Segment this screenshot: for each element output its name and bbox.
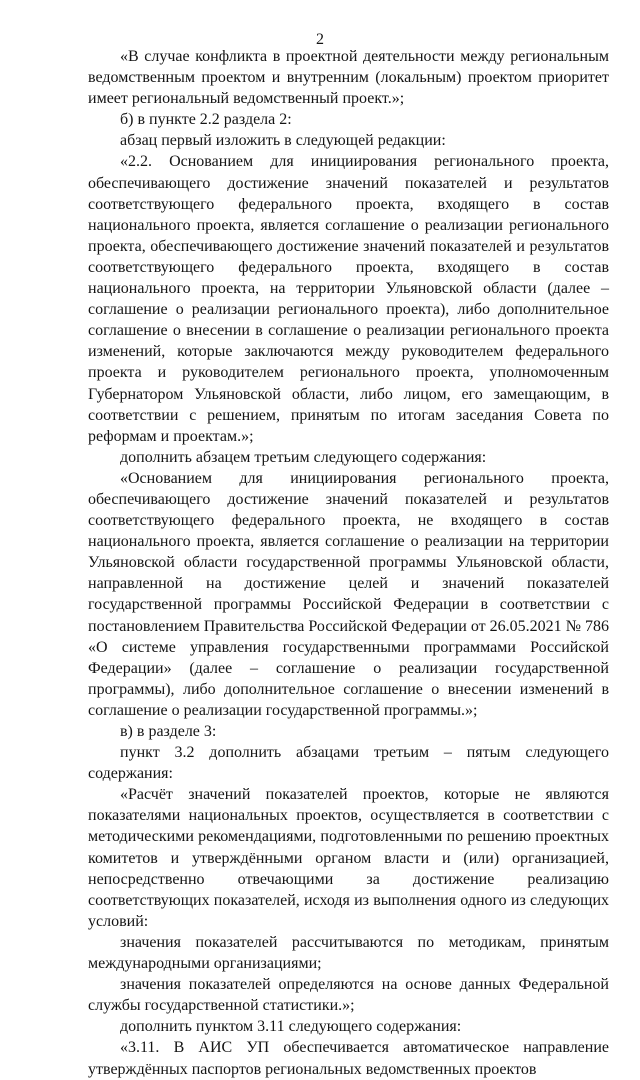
paragraph: дополнить пунктом 3.11 следующего содержания: xyxy=(120,1018,462,1036)
paragraph: в) в разделе 3: xyxy=(120,723,217,740)
paragraph: значения показателей определяются на основе данных Федеральной службы государственной статистики.»; xyxy=(88,976,609,1015)
document-body xyxy=(88,46,609,1080)
paragraph: «3.11. В АИС УП обеспечивается автоматическое направление утверждённых паспортов региональных ведомственных проектов xyxy=(88,1039,609,1078)
paragraph: «Расчёт значений показателей проектов, которые не являются показателями национальных проектов, осуществляется в соответствии с методическими рекомендациями, подготовленными по решению проектных комитетов и утверждёнными органом власти и (или) организацией, непосредственно отвечающими за достижение реализацию соответствующих показателей, исходя из выполнения одного из следующих условий: xyxy=(88,786,609,930)
paragraph: значения показателей рассчитываются по методикам, принятым международными организациями; xyxy=(88,933,609,973)
paragraph: «2.2. Основанием для инициирования регионального проекта, обеспечивающего достижение значений показателей и результатов соответствующего федерального проекта, входящего в состав национального проекта, является соглашение о реализации регионального проекта, обеспечивающего достижение значений показателей и результатов соответствующего федерального проекта, входящего в состав национального проекта, на территории Ульяновской области (далее – соглашение о реализации регионального проекта), либо дополнительное соглашение о внесении в соглашение о реализации регионального проекта изменений, которые заключаются между руководителем федерального проекта и руководителем регионального проекта, уполномоченным Губернатором Ульяновской области, либо лицом, его замещающим, в соответствии с решением, принятым по итогам заседания Совета по реформам и проектам.»; xyxy=(88,153,609,445)
paragraph: дополнить абзацем третьим следующего содержания: xyxy=(120,448,487,466)
page-number: 2 xyxy=(316,31,324,48)
paragraph: б) в пункте 2.2 раздела 2: xyxy=(120,111,292,129)
paragraph: абзац первый изложить в следующей редакции: xyxy=(120,132,446,150)
paragraph: «В случае конфликта в проектной деятельности между региональным ведомственным проектом и внутренним (локальным) проектом приоритет имеет региональный ведомственный проект.»; xyxy=(88,48,609,108)
paragraph: «Основанием для инициирования регионального проекта, обеспечивающего достижение значений показателей и результатов соответствующего федерального проекта, не входящего в состав национального проекта, является соглашение о реализации на территории Ульяновской области государственной программы Ульяновской области, направленной на достижение целей и значений показателей государственной программы Российской Федерации в соответствии с постановлением Правительства Российской Федерации от 26.05.2021 № 786 «О системе управления государственными программами Российской Федерации» (далее – соглашение о реализации государственной программы), либо дополнительное соглашение о внесении изменений в соглашение о реализации государственной программы.»; xyxy=(88,469,609,719)
footer-strip xyxy=(0,878,640,905)
paragraph: пункт 3.2 дополнить абзацами третьим – пятым следующего содержания: xyxy=(88,744,609,783)
